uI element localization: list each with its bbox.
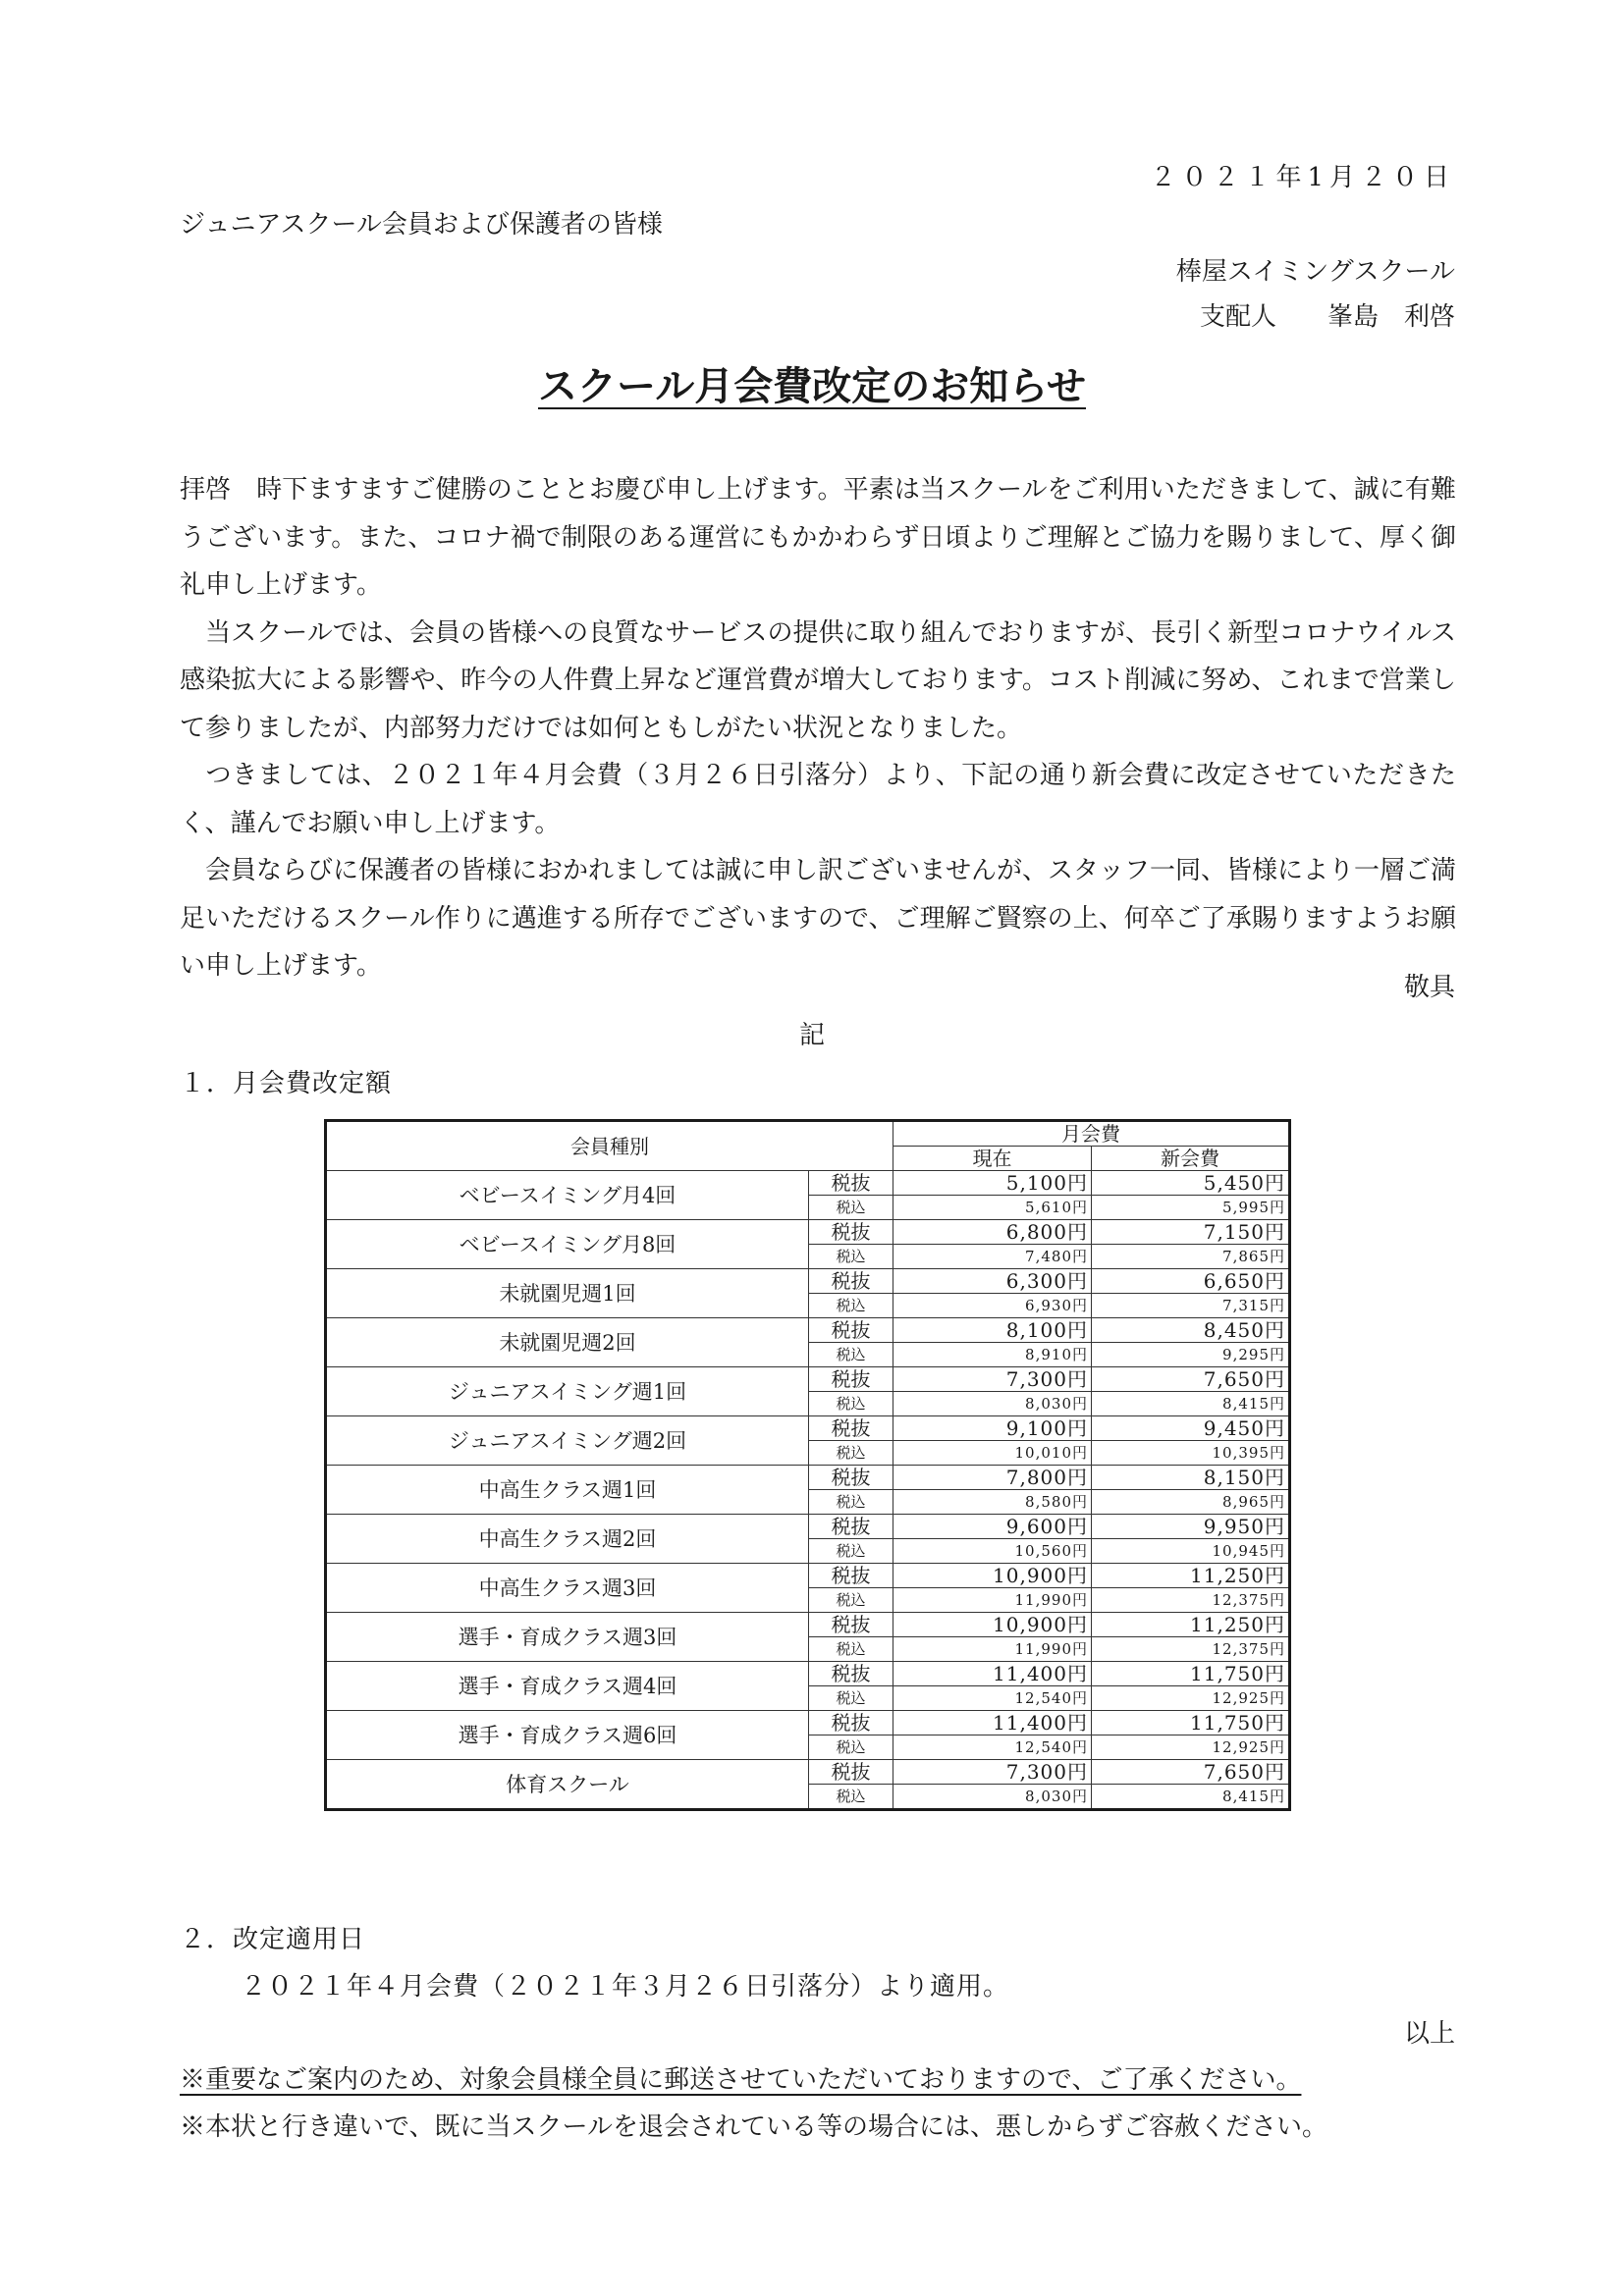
current-fee-incl: 7,480円 — [893, 1245, 1092, 1269]
new-fee-excl: 11,750円 — [1092, 1711, 1290, 1735]
new-fee-incl: 8,965円 — [1092, 1490, 1290, 1515]
member-type-cell: ジュニアスイミング週1回 — [326, 1367, 809, 1416]
tax-included-label: 税込 — [809, 1245, 893, 1269]
member-type-cell: 中高生クラス週3回 — [326, 1564, 809, 1613]
new-fee-excl: 7,150円 — [1092, 1220, 1290, 1245]
current-fee-excl: 10,900円 — [893, 1613, 1092, 1637]
tax-included-label: 税込 — [809, 1294, 893, 1318]
current-fee-incl: 6,930円 — [893, 1294, 1092, 1318]
current-fee-incl: 5,610円 — [893, 1196, 1092, 1220]
new-fee-incl: 8,415円 — [1092, 1392, 1290, 1416]
current-fee-excl: 6,800円 — [893, 1220, 1092, 1245]
new-fee-incl: 7,865円 — [1092, 1245, 1290, 1269]
body-paragraph: 当スクールでは、会員の皆様への良質なサービスの提供に取り組んでおりますが、長引く新型コロナウイルス感染拡大による影響や、昨今の人件費上昇など運営費が増大しております。コスト削減に努め、これまで営業して参りましたが、内部努力だけでは如何ともしがたい状況となりました。 — [180, 617, 1456, 743]
new-fee-excl: 7,650円 — [1092, 1760, 1290, 1785]
new-fee-excl: 8,450円 — [1092, 1318, 1290, 1343]
fee-table-body — [326, 1171, 1290, 1810]
current-fee-excl: 7,300円 — [893, 1367, 1092, 1392]
tax-excluded-label: 税抜 — [809, 1515, 893, 1539]
new-fee-incl: 7,315円 — [1092, 1294, 1290, 1318]
note-important: ※重要なご案内のため、対象会員様全員に郵送させていただいておりますので、ご了承ください。 — [180, 2065, 1302, 2095]
new-fee-incl: 12,375円 — [1092, 1637, 1290, 1662]
table-row — [326, 1416, 1290, 1441]
new-fee-incl: 9,295円 — [1092, 1343, 1290, 1367]
tax-excluded-label: 税抜 — [809, 1171, 893, 1196]
new-fee-excl: 6,650円 — [1092, 1269, 1290, 1294]
current-fee-excl: 9,600円 — [893, 1515, 1092, 1539]
current-fee-incl: 12,540円 — [893, 1686, 1092, 1711]
current-fee-incl: 11,990円 — [893, 1637, 1092, 1662]
current-fee-excl: 9,100円 — [893, 1416, 1092, 1441]
header-current: 現在 — [893, 1147, 1092, 1171]
document-title: スクール月会費改定のお知らせ — [538, 363, 1086, 409]
current-fee-incl: 12,540円 — [893, 1735, 1092, 1760]
new-fee-excl: 11,750円 — [1092, 1662, 1290, 1686]
section1-heading: １．月会費改定額 — [180, 1069, 393, 1098]
tax-included-label: 税込 — [809, 1588, 893, 1613]
current-fee-excl: 5,100円 — [893, 1171, 1092, 1196]
table-row — [326, 1760, 1290, 1785]
current-fee-excl: 8,100円 — [893, 1318, 1092, 1343]
table-row — [326, 1515, 1290, 1539]
tax-excluded-label: 税抜 — [809, 1760, 893, 1785]
table-row — [326, 1367, 1290, 1392]
new-fee-excl: 5,450円 — [1092, 1171, 1290, 1196]
current-fee-incl: 8,030円 — [893, 1785, 1092, 1810]
table-row — [326, 1662, 1290, 1686]
member-type-cell: ベビースイミング月4回 — [326, 1171, 809, 1220]
tax-excluded-label: 税抜 — [809, 1564, 893, 1588]
table-row — [326, 1564, 1290, 1588]
new-fee-incl: 8,415円 — [1092, 1785, 1290, 1810]
end-mark: 以上 — [1403, 2019, 1455, 2049]
table-row — [326, 1220, 1290, 1245]
new-fee-excl: 7,650円 — [1092, 1367, 1290, 1392]
note-withdrawn: ※本状と行き違いで、既に当スクールを退会されている等の場合には、悪しからずご容赦ください。 — [180, 2112, 1327, 2142]
member-type-cell: 未就園児週2回 — [326, 1318, 809, 1367]
current-fee-excl: 10,900円 — [893, 1564, 1092, 1588]
current-fee-incl: 10,010円 — [893, 1441, 1092, 1466]
tax-excluded-label: 税抜 — [809, 1613, 893, 1637]
sender-name: 支配人 峯島 利啓 — [1199, 302, 1455, 332]
new-fee-incl: 10,395円 — [1092, 1441, 1290, 1466]
tax-excluded-label: 税抜 — [809, 1662, 893, 1686]
table-row — [326, 1466, 1290, 1490]
member-type-cell: 選手・育成クラス週6回 — [326, 1711, 809, 1760]
table-row — [326, 1318, 1290, 1343]
member-type-cell: 選手・育成クラス週3回 — [326, 1613, 809, 1662]
tax-included-label: 税込 — [809, 1785, 893, 1810]
member-type-cell: 中高生クラス週1回 — [326, 1466, 809, 1515]
tax-included-label: 税込 — [809, 1735, 893, 1760]
header-member-type: 会員種別 — [326, 1121, 893, 1171]
addressee: ジュニアスクール会員および保護者の皆様 — [180, 210, 663, 240]
closing-keigu: 敬具 — [1403, 973, 1455, 1002]
tax-excluded-label: 税抜 — [809, 1318, 893, 1343]
current-fee-excl: 11,400円 — [893, 1662, 1092, 1686]
tax-included-label: 税込 — [809, 1196, 893, 1220]
current-fee-excl: 6,300円 — [893, 1269, 1092, 1294]
issue-date: ２０２１年1月２０日 — [1150, 163, 1455, 192]
new-fee-excl: 11,250円 — [1092, 1613, 1290, 1637]
current-fee-incl: 8,910円 — [893, 1343, 1092, 1367]
tax-included-label: 税込 — [809, 1539, 893, 1564]
new-fee-excl: 8,150円 — [1092, 1466, 1290, 1490]
new-fee-incl: 12,375円 — [1092, 1588, 1290, 1613]
member-type-cell: 体育スクール — [326, 1760, 809, 1810]
current-fee-incl: 8,580円 — [893, 1490, 1092, 1515]
new-fee-excl: 9,950円 — [1092, 1515, 1290, 1539]
table-row — [326, 1269, 1290, 1294]
tax-included-label: 税込 — [809, 1490, 893, 1515]
new-fee-incl: 12,925円 — [1092, 1735, 1290, 1760]
tax-included-label: 税込 — [809, 1637, 893, 1662]
current-fee-excl: 11,400円 — [893, 1711, 1092, 1735]
tax-included-label: 税込 — [809, 1343, 893, 1367]
ki-heading: 記 — [798, 1021, 825, 1050]
sender-organization: 棒屋スイミングスクール — [1175, 257, 1455, 287]
current-fee-incl: 10,560円 — [893, 1539, 1092, 1564]
tax-excluded-label: 税抜 — [809, 1466, 893, 1490]
current-fee-incl: 11,990円 — [893, 1588, 1092, 1613]
current-fee-incl: 8,030円 — [893, 1392, 1092, 1416]
member-type-cell: ジュニアスイミング週2回 — [326, 1416, 809, 1466]
tax-excluded-label: 税抜 — [809, 1220, 893, 1245]
member-type-cell: 中高生クラス週2回 — [326, 1515, 809, 1564]
table-row — [326, 1613, 1290, 1637]
tax-included-label: 税込 — [809, 1686, 893, 1711]
new-fee-incl: 12,925円 — [1092, 1686, 1290, 1711]
tax-excluded-label: 税抜 — [809, 1269, 893, 1294]
body-paragraph: 会員ならびに保護者の皆様におかれましては誠に申し訳ございませんが、スタッフ一同、皆様により一層ご満足いただけるスクール作りに邁進する所存でございますので、ご理解ご賢察の上、何卒ご了承賜りますようお願い申し上げます。 — [180, 856, 1457, 981]
tax-excluded-label: 税抜 — [809, 1416, 893, 1441]
body-paragraph: つきましては、２０２１年４月会費（３月２６日引落分）より、下記の通り新会費に改定させていただきたく、謹んでお願い申し上げます。 — [180, 761, 1456, 838]
header-monthly-fee: 月会費 — [893, 1121, 1290, 1147]
member-type-cell: 選手・育成クラス週4回 — [326, 1662, 809, 1711]
current-fee-excl: 7,800円 — [893, 1466, 1092, 1490]
current-fee-excl: 7,300円 — [893, 1760, 1092, 1785]
member-type-cell: ベビースイミング月8回 — [326, 1220, 809, 1269]
section2-heading: ２．改定適用日 — [180, 1925, 366, 1954]
member-type-cell: 未就園児週1回 — [326, 1269, 809, 1318]
new-fee-excl: 9,450円 — [1092, 1416, 1290, 1441]
new-fee-excl: 11,250円 — [1092, 1564, 1290, 1588]
header-new-fee: 新会費 — [1092, 1147, 1290, 1171]
fee-table — [324, 1119, 1291, 1811]
new-fee-incl: 5,995円 — [1092, 1196, 1290, 1220]
tax-excluded-label: 税抜 — [809, 1367, 893, 1392]
new-fee-incl: 10,945円 — [1092, 1539, 1290, 1564]
table-row — [326, 1711, 1290, 1735]
body-paragraph: 拝啓 時下ますますご健勝のこととお慶び申し上げます。平素は当スクールをご利用いただきまして、誠に有難うございます。また、コロナ禍で制限のある運営にもかかわらず日頃よりご理解とご協力を賜りまして、厚く御礼申し上げます。 — [180, 475, 1456, 600]
table-row — [326, 1171, 1290, 1196]
tax-included-label: 税込 — [809, 1392, 893, 1416]
section2-body: ２０２１年４月会費（２０２１年３月２６日引落分）より適用。 — [241, 1972, 1010, 2002]
letter-body — [180, 466, 1456, 990]
tax-excluded-label: 税抜 — [809, 1711, 893, 1735]
tax-included-label: 税込 — [809, 1441, 893, 1466]
